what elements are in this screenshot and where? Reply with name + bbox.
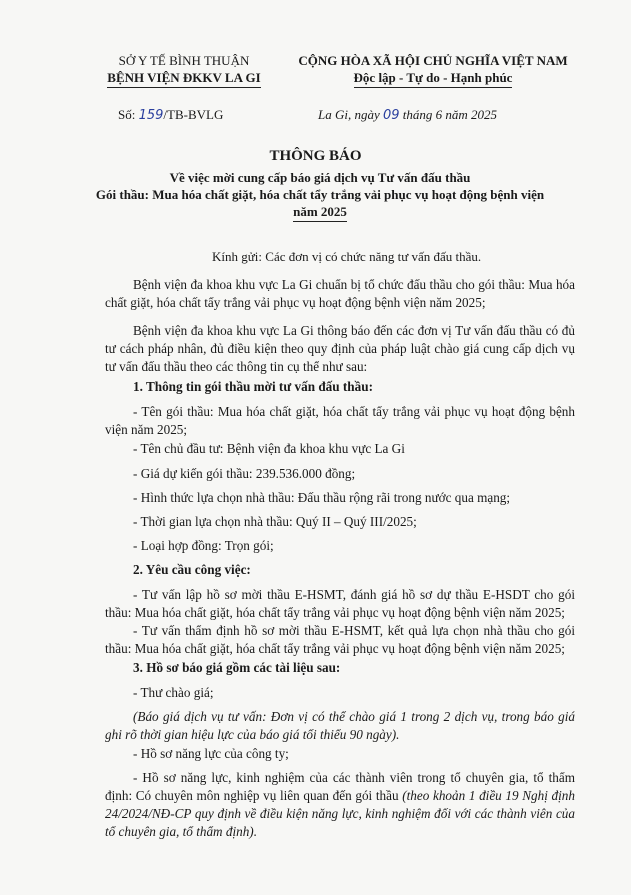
section-3-heading: 3. Hồ sơ báo giá gồm các tài liệu sau: [133,660,341,675]
requirement-2: - Tư vấn thẩm định hồ sơ mời thầu E-HSMT, kết quả lựa chọn nhà thầu cho gói thầu: Mua hóa chất giặt, hóa chất tẩy trắng vải phục vụ hoạt động bệnh viện năm 2025; [105,623,575,656]
section-2-heading: 2. Yêu cầu công việc: [133,562,251,577]
date-suffix: tháng 6 năm 2025 [402,107,498,122]
subject-line-3: năm 2025 [293,203,347,222]
document-number [118,107,223,123]
greeting: Kính gửi: Các đơn vị có chức năng tư vấn đấu thầu. [212,249,482,264]
date-prefix: La Gi, ngày [318,107,380,122]
issuer-department: SỞ Y TẾ BÌNH THUẬN [118,53,250,68]
contract-type: - Loại hợp đồng: Trọn gói; [133,538,274,553]
issuer-block [84,52,284,88]
issue-date [318,107,497,123]
investor-name: - Tên chủ đầu tư: Bệnh viện đa khoa khu vực La Gi [133,441,405,456]
document-item-3-text: - Hồ sơ năng lực, kinh nghiệm của các thành viên trong tổ chuyên gia, tổ thẩm định: Có chuyên môn nghiệp vụ liên quan đến gói thầu [105,770,575,803]
issuer-hospital: BỆNH VIỆN ĐKKV LA GI [107,69,260,88]
paragraph-announcement: Bệnh viện đa khoa khu vực La Gi thông báo đến các đơn vị Tư vấn đấu thầu có đủ tư cách pháp nhân, đủ điều kiện theo quy định của pháp luật chào giá cung cấp dịch vụ tư vấn đấu thầu theo các thông tin cụ thể như sau: [105,323,575,374]
national-motto: Độc lập - Tự do - Hạnh phúc [354,69,513,88]
document-item-3 [105,769,575,841]
country-name: CỘNG HÒA XÃ HỘI CHỦ NGHĨA VIỆT NAM [298,53,568,68]
handwritten-doc-number: 159 [138,108,164,123]
selection-time: - Thời gian lựa chọn nhà thầu: Quý II – Quý III/2025; [133,514,417,529]
subject-line-1: Về việc mời cung cấp báo giá dịch vụ Tư vấn đấu thầu [169,170,471,185]
document-item-3-reference: (theo khoản 1 điều 19 Nghị định 24/2024/NĐ-CP quy định về điều kiện năng lực, kinh nghiệm đối với các thành viên của tổ chuyên gia, tổ thẩm định). [105,788,575,839]
estimated-price: - Giá dự kiến gói thầu: 239.536.000 đồng; [133,466,356,481]
doc-number-suffix: /TB-BVLG [163,107,224,122]
quotation-note: (Báo giá dịch vụ tư vấn: Đơn vị có thể chào giá 1 trong 2 dịch vụ, trong báo giá ghi rõ thời gian hiệu lực của báo giá tối thiểu 90 ngày). [105,709,575,742]
selection-method: - Hình thức lựa chọn nhà thầu: Đấu thầu rộng rãi trong nước qua mạng; [133,490,511,505]
requirement-1: - Tư vấn lập hồ sơ mời thầu E-HSMT, đánh giá hồ sơ dự thầu E-HSDT cho gói thầu: Mua hóa chất giặt, hóa chất tẩy trắng vải phục vụ hoạt động bệnh viện năm 2025; [105,587,575,620]
document-title: THÔNG BÁO [269,148,362,164]
package-name: - Tên gói thầu: Mua hóa chất giặt, hóa chất tẩy trắng vải phục vụ hoạt động bệnh viện năm 2025; [105,404,575,437]
document-item-1: - Thư chào giá; [133,685,214,700]
document-item-2: - Hồ sơ năng lực của công ty; [133,746,289,761]
document-subject [60,169,580,222]
subject-line-2: Gói thầu: Mua hóa chất giặt, hóa chất tẩy trắng vải phục vụ hoạt động bệnh viện [95,187,545,202]
national-motto-block [268,52,598,88]
handwritten-day: 09 [383,108,400,123]
paragraph-intro: Bệnh viện đa khoa khu vực La Gi chuẩn bị tổ chức đấu thầu cho gói thầu: Mua hóa chất giặt, hóa chất tẩy trắng vải phục vụ hoạt động bệnh viện năm 2025; [105,277,575,310]
doc-number-label: Số: [118,107,136,122]
section-1-heading: 1. Thông tin gói thầu mời tư vấn đấu thầu: [133,379,373,394]
